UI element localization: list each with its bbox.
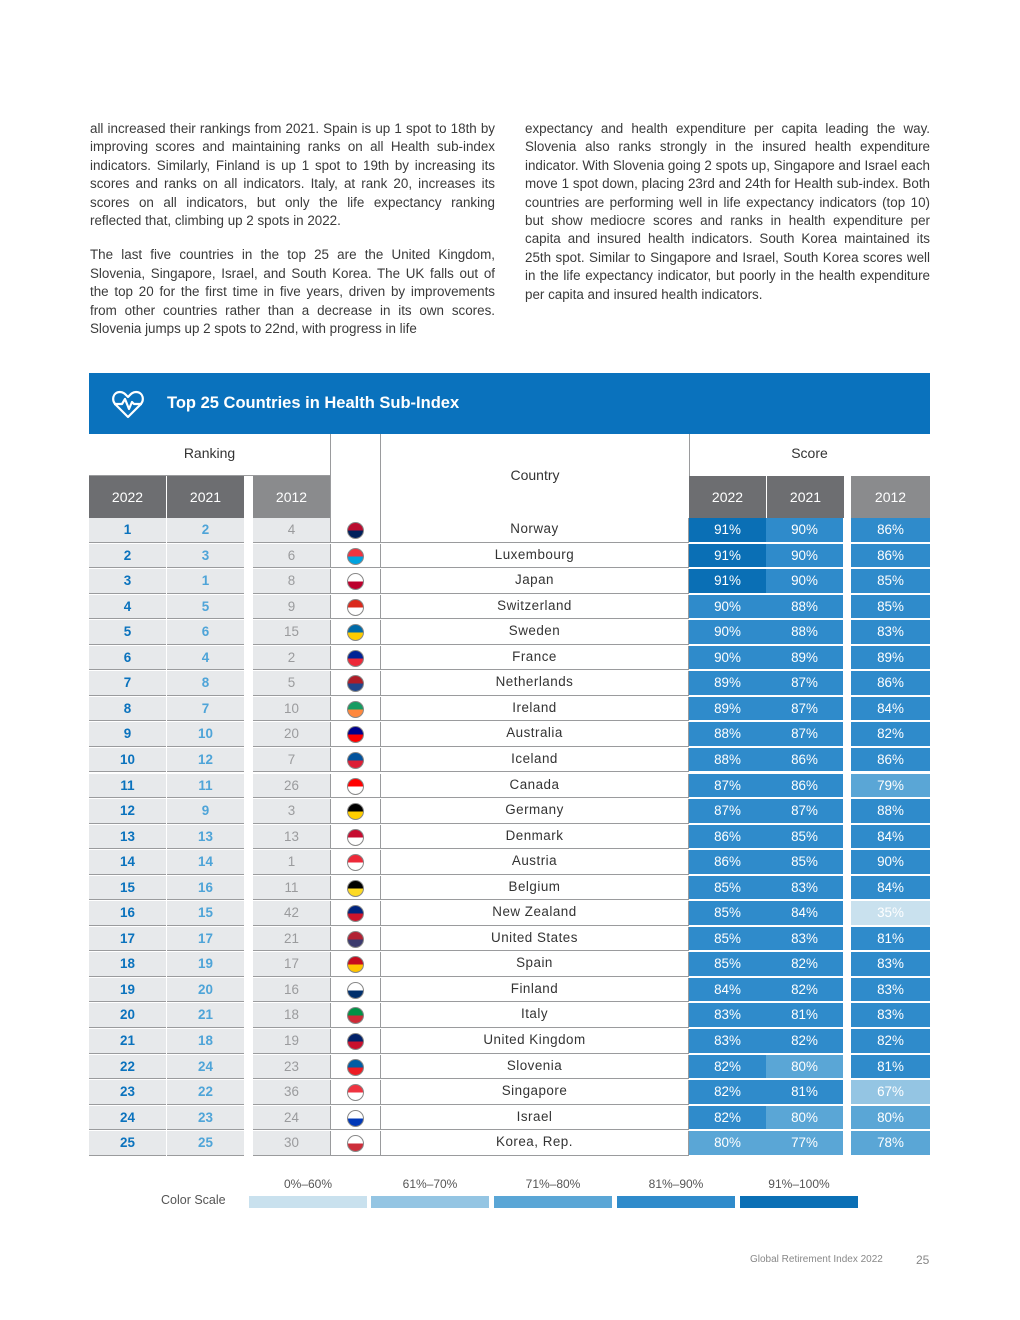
rank-2022: 21 bbox=[89, 1029, 166, 1054]
country-name: Italy bbox=[380, 1003, 689, 1028]
score-2021: 85% bbox=[766, 825, 843, 850]
score-2012: 83% bbox=[851, 1003, 930, 1028]
table-row bbox=[89, 569, 930, 595]
rank-2012: 17 bbox=[253, 952, 330, 977]
country-flag-icon bbox=[347, 573, 364, 590]
flag-cell bbox=[330, 1003, 380, 1028]
score-2022: 88% bbox=[689, 722, 766, 747]
flag-cell bbox=[330, 1080, 380, 1105]
rank-2022: 9 bbox=[89, 722, 166, 747]
score-2012: 86% bbox=[851, 671, 930, 696]
score-2012: 83% bbox=[851, 620, 930, 645]
rank-2012: 3 bbox=[253, 799, 330, 824]
score-2022: 90% bbox=[689, 595, 766, 620]
score-2022: 85% bbox=[689, 876, 766, 901]
rank-2021: 18 bbox=[167, 1029, 244, 1054]
score-2022: 82% bbox=[689, 1106, 766, 1131]
flag-cell bbox=[330, 850, 380, 875]
country-flag-icon bbox=[347, 624, 364, 641]
country-flag-icon bbox=[347, 1033, 364, 1050]
score-2012: 82% bbox=[851, 722, 930, 747]
rank-2022: 23 bbox=[89, 1080, 166, 1105]
country-flag-icon bbox=[347, 1059, 364, 1076]
country-flag-icon bbox=[347, 956, 364, 973]
score-2012: 85% bbox=[851, 595, 930, 620]
rank-2012: 2 bbox=[253, 646, 330, 671]
country-name: Switzerland bbox=[380, 595, 689, 620]
score-2022: 85% bbox=[689, 952, 766, 977]
rank-2022: 17 bbox=[89, 927, 166, 952]
flag-cell bbox=[330, 1029, 380, 1054]
table-row bbox=[89, 518, 930, 544]
rank-2022: 1 bbox=[89, 518, 166, 543]
rank-2012: 6 bbox=[253, 544, 330, 569]
left-text-column bbox=[90, 120, 495, 354]
country-header: Country bbox=[380, 434, 690, 518]
rank-2021: 22 bbox=[167, 1080, 244, 1105]
flag-cell bbox=[330, 1106, 380, 1131]
table-row bbox=[89, 620, 930, 646]
score-2021: 83% bbox=[766, 876, 843, 901]
score-2021: 90% bbox=[766, 569, 843, 594]
flag-cell bbox=[330, 518, 380, 543]
table-row bbox=[89, 978, 930, 1004]
table-row bbox=[89, 748, 930, 774]
score-2021: 83% bbox=[766, 927, 843, 952]
score-2012: 86% bbox=[851, 518, 930, 543]
rank-2012: 18 bbox=[253, 1003, 330, 1028]
score-2022: 89% bbox=[689, 671, 766, 696]
score-2021: 87% bbox=[766, 697, 843, 722]
score-2012: 81% bbox=[851, 1055, 930, 1080]
score-2012: 89% bbox=[851, 646, 930, 671]
country-flag-icon bbox=[347, 829, 364, 846]
country-name: Spain bbox=[380, 952, 689, 977]
rank-2012: 36 bbox=[253, 1080, 330, 1105]
table-row bbox=[89, 876, 930, 902]
score-2022: 91% bbox=[689, 544, 766, 569]
table-row bbox=[89, 850, 930, 876]
rank-2021: 7 bbox=[167, 697, 244, 722]
rank-2021: 21 bbox=[167, 1003, 244, 1028]
score-2012: 90% bbox=[851, 850, 930, 875]
rank-2012: 11 bbox=[253, 876, 330, 901]
rank-2012: 19 bbox=[253, 1029, 330, 1054]
heart-pulse-icon bbox=[111, 388, 145, 420]
rank-2021: 8 bbox=[167, 671, 244, 696]
score-2012: 84% bbox=[851, 697, 930, 722]
country-name: Japan bbox=[380, 569, 689, 594]
rank-2021: 6 bbox=[167, 620, 244, 645]
rank-2021: 14 bbox=[167, 850, 244, 875]
score-2022: 88% bbox=[689, 748, 766, 773]
country-name: Korea, Rep. bbox=[380, 1131, 689, 1156]
country-flag-icon bbox=[347, 778, 364, 795]
legend-range-label: 61%–70% bbox=[402, 1177, 458, 1191]
flag-cell bbox=[330, 825, 380, 850]
rank-2022: 25 bbox=[89, 1131, 166, 1156]
country-flag-icon bbox=[347, 905, 364, 922]
score-2021: 86% bbox=[766, 748, 843, 773]
table-row bbox=[89, 901, 930, 927]
table-row bbox=[89, 671, 930, 697]
rank-2022: 10 bbox=[89, 748, 166, 773]
table-row bbox=[89, 646, 930, 672]
score-header: Score bbox=[791, 445, 828, 461]
legend-color-swatch bbox=[371, 1196, 489, 1208]
table-row bbox=[89, 1106, 930, 1132]
country-flag-icon bbox=[347, 599, 364, 616]
rank-2022: 13 bbox=[89, 825, 166, 850]
rank-2012: 13 bbox=[253, 825, 330, 850]
country-flag-icon bbox=[347, 1007, 364, 1024]
country-flag-icon bbox=[347, 548, 364, 565]
country-flag-icon bbox=[347, 1110, 364, 1127]
country-name: Ireland bbox=[380, 697, 689, 722]
score-2022: 80% bbox=[689, 1131, 766, 1156]
rank-2021: 4 bbox=[167, 646, 244, 671]
rank-2012: 10 bbox=[253, 697, 330, 722]
score-2022: 89% bbox=[689, 697, 766, 722]
country-flag-icon bbox=[347, 1084, 364, 1101]
country-flag-icon bbox=[347, 982, 364, 999]
rank-2022: 16 bbox=[89, 901, 166, 926]
rank-2012: 21 bbox=[253, 927, 330, 952]
country-name: Israel bbox=[380, 1106, 689, 1131]
country-flag-icon bbox=[347, 1135, 364, 1152]
rank-2022-header: 2022 bbox=[89, 476, 166, 518]
score-2012: 84% bbox=[851, 825, 930, 850]
rank-2021: 19 bbox=[167, 952, 244, 977]
score-2022: 82% bbox=[689, 1080, 766, 1105]
score-2022: 86% bbox=[689, 825, 766, 850]
legend-color-swatch bbox=[740, 1196, 858, 1208]
rank-2021: 24 bbox=[167, 1055, 244, 1080]
score-2022: 86% bbox=[689, 850, 766, 875]
score-2021: 82% bbox=[766, 952, 843, 977]
rank-2021: 5 bbox=[167, 595, 244, 620]
rank-2021: 15 bbox=[167, 901, 244, 926]
country-flag-icon bbox=[347, 752, 364, 769]
table-row bbox=[89, 1055, 930, 1081]
flag-cell bbox=[330, 748, 380, 773]
flag-cell bbox=[330, 722, 380, 747]
score-2021: 87% bbox=[766, 722, 843, 747]
rank-2021: 23 bbox=[167, 1106, 244, 1131]
rank-2022: 7 bbox=[89, 671, 166, 696]
ranking-header: Ranking bbox=[89, 434, 330, 476]
score-2012: 67% bbox=[851, 1080, 930, 1105]
flag-cell bbox=[330, 876, 380, 901]
score-2021: 82% bbox=[766, 978, 843, 1003]
table-row bbox=[89, 595, 930, 621]
rank-2021: 13 bbox=[167, 825, 244, 850]
rank-2022: 5 bbox=[89, 620, 166, 645]
flag-header bbox=[330, 434, 381, 518]
table-row bbox=[89, 1003, 930, 1029]
score-2012: 86% bbox=[851, 748, 930, 773]
table-row bbox=[89, 825, 930, 851]
rank-2012: 1 bbox=[253, 850, 330, 875]
score-2022: 90% bbox=[689, 646, 766, 671]
table-title: Top 25 Countries in Health Sub-Index bbox=[167, 394, 460, 412]
flag-cell bbox=[330, 569, 380, 594]
flag-cell bbox=[330, 544, 380, 569]
score-2021: 87% bbox=[766, 799, 843, 824]
legend-range-label: 91%–100% bbox=[768, 1177, 830, 1191]
score-2021: 87% bbox=[766, 671, 843, 696]
country-name: France bbox=[380, 646, 689, 671]
page-number: 25 bbox=[916, 1253, 930, 1267]
rank-2012: 30 bbox=[253, 1131, 330, 1156]
score-2022: 91% bbox=[689, 518, 766, 543]
rank-2022: 2 bbox=[89, 544, 166, 569]
score-2022: 87% bbox=[689, 774, 766, 799]
rank-2022: 8 bbox=[89, 697, 166, 722]
score-2012: 78% bbox=[851, 1131, 930, 1156]
rank-2012: 42 bbox=[253, 901, 330, 926]
country-name: Finland bbox=[380, 978, 689, 1003]
score-2012: 86% bbox=[851, 544, 930, 569]
score-2022: 83% bbox=[689, 1003, 766, 1028]
rank-2022: 14 bbox=[89, 850, 166, 875]
country-flag-icon bbox=[347, 854, 364, 871]
legend-color-swatch bbox=[249, 1196, 367, 1208]
country-flag-icon bbox=[347, 726, 364, 743]
score-2021: 80% bbox=[766, 1106, 843, 1131]
rank-2022: 4 bbox=[89, 595, 166, 620]
score-2012: 83% bbox=[851, 952, 930, 977]
flag-cell bbox=[330, 901, 380, 926]
country-name: Norway bbox=[380, 518, 689, 543]
rank-2021: 11 bbox=[167, 774, 244, 799]
right-paragraph-1: expectancy and health expenditure per capita leading the way. Slovenia also ranks strongly in the insured health expenditure indicator. With Slovenia going 2 spots up, Singapore and Israel each move 1 spot down, placing 23rd and 24th for Health sub-index. Both countries are performing well in life expectancy indicators (top 10) but show mediocre scores and ranks in health expenditure per capita and insured health indicators. South Korea maintained its 25th spot. Similar to Singapore and Israel, South Korea scores well in the life expectancy indicator, but poorly in the health expenditure per capita and insured health indicators. bbox=[525, 121, 930, 302]
flag-cell bbox=[330, 774, 380, 799]
score-2012: 85% bbox=[851, 569, 930, 594]
rank-2022: 19 bbox=[89, 978, 166, 1003]
score-2021: 84% bbox=[766, 901, 843, 926]
country-flag-icon bbox=[347, 675, 364, 692]
country-name: New Zealand bbox=[380, 901, 689, 926]
flag-cell bbox=[330, 671, 380, 696]
country-name: Belgium bbox=[380, 876, 689, 901]
country-name: Denmark bbox=[380, 825, 689, 850]
country-flag-icon bbox=[347, 650, 364, 667]
score-2021: 88% bbox=[766, 620, 843, 645]
country-name: United States bbox=[380, 927, 689, 952]
rank-2012: 7 bbox=[253, 748, 330, 773]
table-row bbox=[89, 697, 930, 723]
table-row bbox=[89, 1131, 930, 1157]
flag-cell bbox=[330, 927, 380, 952]
rank-2022: 22 bbox=[89, 1055, 166, 1080]
score-2022: 85% bbox=[689, 901, 766, 926]
country-name: Slovenia bbox=[380, 1055, 689, 1080]
country-name: Australia bbox=[380, 722, 689, 747]
country-flag-icon bbox=[347, 803, 364, 820]
score-2022: 84% bbox=[689, 978, 766, 1003]
score-2021: 90% bbox=[766, 544, 843, 569]
country-name: Germany bbox=[380, 799, 689, 824]
score-2021: 81% bbox=[766, 1080, 843, 1105]
rank-2012: 9 bbox=[253, 595, 330, 620]
country-name: United Kingdom bbox=[380, 1029, 689, 1054]
country-flag-icon bbox=[347, 522, 364, 539]
score-2022: 87% bbox=[689, 799, 766, 824]
score-2022: 82% bbox=[689, 1055, 766, 1080]
flag-cell bbox=[330, 646, 380, 671]
score-2022-header: 2022 bbox=[689, 476, 766, 518]
legend-range-label: 71%–80% bbox=[525, 1177, 581, 1191]
rank-2021: 2 bbox=[167, 518, 244, 543]
country-name: Iceland bbox=[380, 748, 689, 773]
flag-cell bbox=[330, 595, 380, 620]
table-row bbox=[89, 799, 930, 825]
country-flag-icon bbox=[347, 701, 364, 718]
rank-2022: 24 bbox=[89, 1106, 166, 1131]
rank-2021: 17 bbox=[167, 927, 244, 952]
rank-2022: 11 bbox=[89, 774, 166, 799]
rank-2021: 3 bbox=[167, 544, 244, 569]
flag-cell bbox=[330, 952, 380, 977]
rank-2022: 18 bbox=[89, 952, 166, 977]
rank-2021: 1 bbox=[167, 569, 244, 594]
table-row bbox=[89, 952, 930, 978]
rank-2021: 10 bbox=[167, 722, 244, 747]
footer-text: Global Retirement Index 2022 bbox=[750, 1254, 883, 1265]
table-row bbox=[89, 927, 930, 953]
rank-2012: 5 bbox=[253, 671, 330, 696]
legend-range-label: 81%–90% bbox=[648, 1177, 704, 1191]
rank-2012: 20 bbox=[253, 722, 330, 747]
rank-2012: 26 bbox=[253, 774, 330, 799]
score-2021: 86% bbox=[766, 774, 843, 799]
table-row bbox=[89, 722, 930, 748]
flag-cell bbox=[330, 1055, 380, 1080]
rank-2021: 25 bbox=[167, 1131, 244, 1156]
score-2022: 85% bbox=[689, 927, 766, 952]
table-row bbox=[89, 1029, 930, 1055]
country-name: Luxembourg bbox=[380, 544, 689, 569]
rank-2021: 9 bbox=[167, 799, 244, 824]
flag-cell bbox=[330, 1131, 380, 1156]
score-2012-header: 2012 bbox=[851, 476, 930, 518]
score-2012: 88% bbox=[851, 799, 930, 824]
score-2021: 89% bbox=[766, 646, 843, 671]
rank-2022: 20 bbox=[89, 1003, 166, 1028]
rank-2022: 6 bbox=[89, 646, 166, 671]
table-row bbox=[89, 774, 930, 800]
legend-range-label: 0%–60% bbox=[283, 1177, 333, 1191]
rank-2021: 16 bbox=[167, 876, 244, 901]
country-name: Canada bbox=[380, 774, 689, 799]
score-2021-header: 2021 bbox=[767, 476, 844, 518]
score-2022: 83% bbox=[689, 1029, 766, 1054]
rank-2012: 4 bbox=[253, 518, 330, 543]
rank-2012: 24 bbox=[253, 1106, 330, 1131]
rank-2022: 3 bbox=[89, 569, 166, 594]
country-flag-icon bbox=[347, 880, 364, 897]
right-text-column bbox=[525, 120, 930, 320]
legend-color-swatch bbox=[617, 1196, 735, 1208]
score-2012: 83% bbox=[851, 978, 930, 1003]
left-paragraph-2: The last five countries in the top 25 are the United Kingdom, Slovenia, Singapore, Israel, and South Korea. The UK falls out of the top 20 for the first time in five years, driven by improvements from other countries rather than a decrease in its own scores. Slovenia jumps up 2 spots to 22nd, with progress in life bbox=[90, 247, 495, 337]
legend-label: Color Scale bbox=[161, 1193, 226, 1207]
flag-cell bbox=[330, 620, 380, 645]
rank-2021: 20 bbox=[167, 978, 244, 1003]
score-2012: 79% bbox=[851, 774, 930, 799]
table-row bbox=[89, 1080, 930, 1106]
country-flag-icon bbox=[347, 931, 364, 948]
rank-2012: 16 bbox=[253, 978, 330, 1003]
rank-2012: 15 bbox=[253, 620, 330, 645]
left-paragraph-1: all increased their rankings from 2021. Spain is up 1 spot to 18th by improving scores and maintaining ranks on all Health sub-index indicators. Similarly, Finland is up 1 spot to 19th by increasing its scores and ranks on all indicators. Italy, at rank 20, increases its scores on all indicators, but only the life expectancy ranking reflected that, climbing up 2 spots in 2022. bbox=[90, 121, 495, 229]
score-2021: 82% bbox=[766, 1029, 843, 1054]
country-name: Sweden bbox=[380, 620, 689, 645]
rank-2021: 12 bbox=[167, 748, 244, 773]
legend-color-swatch bbox=[494, 1196, 612, 1208]
country-name: Austria bbox=[380, 850, 689, 875]
score-2021: 81% bbox=[766, 1003, 843, 1028]
rank-2012: 8 bbox=[253, 569, 330, 594]
country-name: Singapore bbox=[380, 1080, 689, 1105]
rank-2022: 15 bbox=[89, 876, 166, 901]
score-2021: 85% bbox=[766, 850, 843, 875]
score-2021: 77% bbox=[766, 1131, 843, 1156]
score-2022: 91% bbox=[689, 569, 766, 594]
score-2022: 90% bbox=[689, 620, 766, 645]
flag-cell bbox=[330, 978, 380, 1003]
score-2012: 84% bbox=[851, 876, 930, 901]
rank-2021-header: 2021 bbox=[167, 476, 244, 518]
rank-2012-header: 2012 bbox=[253, 476, 330, 518]
score-2021: 90% bbox=[766, 518, 843, 543]
rank-2022: 12 bbox=[89, 799, 166, 824]
flag-cell bbox=[330, 697, 380, 722]
score-2012: 35% bbox=[851, 901, 930, 926]
score-2012: 80% bbox=[851, 1106, 930, 1131]
score-2021: 88% bbox=[766, 595, 843, 620]
table-title-bar bbox=[89, 373, 930, 434]
country-name: Netherlands bbox=[380, 671, 689, 696]
flag-cell bbox=[330, 799, 380, 824]
table-row bbox=[89, 544, 930, 570]
score-2012: 81% bbox=[851, 927, 930, 952]
rank-2012: 23 bbox=[253, 1055, 330, 1080]
score-2012: 82% bbox=[851, 1029, 930, 1054]
score-2021: 80% bbox=[766, 1055, 843, 1080]
